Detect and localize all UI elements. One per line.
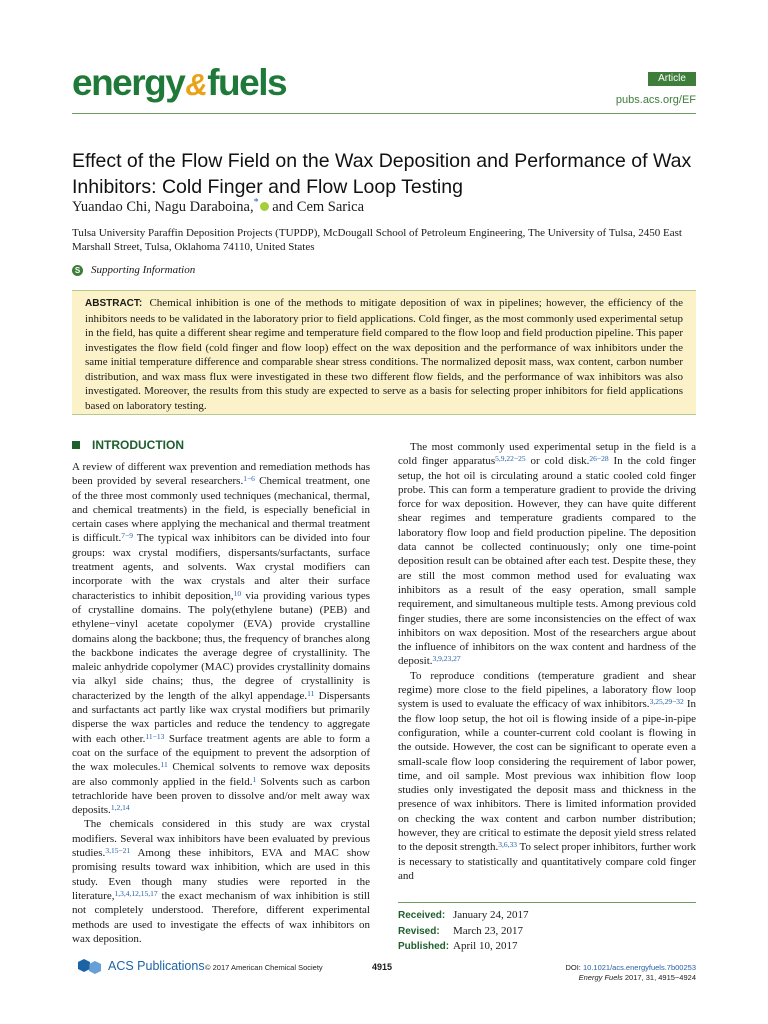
citation-ref[interactable]: 3,6,33 [498, 840, 517, 850]
dates-divider [398, 902, 696, 903]
section-heading-introduction [72, 438, 184, 452]
supporting-info-label: Supporting Information [91, 264, 196, 276]
citation-ref[interactable]: 7−9 [121, 531, 134, 541]
supporting-info-link[interactable] [72, 264, 195, 276]
paper-title: Effect of the Flow Field on the Wax Deposition and Performance of Wax Inhibitors: Cold Finger and Flow Loop Testing [72, 150, 692, 198]
citation-ref[interactable]: 5,9,22−25 [495, 454, 526, 464]
abstract-heading: ABSTRACT: [85, 298, 143, 309]
citation-ref[interactable]: 3,15−21 [105, 846, 131, 856]
authors-first: Yuandao Chi, Nagu Daraboina, [72, 199, 254, 215]
journal-url-link[interactable]: pubs.acs.org/EF [615, 94, 696, 106]
doi-line: DOI: 10.1021/acs.energyfuels.7b00253 [565, 963, 696, 972]
page-number: 4915 [372, 962, 393, 972]
citation-ref[interactable]: 11 [160, 760, 168, 770]
doi-block [565, 963, 696, 983]
acs-hexagon-icon [76, 958, 104, 974]
citation-ref[interactable]: 3,25,29−32 [649, 697, 684, 707]
revised-date-row: Revised: March 23, 2017 [398, 924, 523, 937]
citation-ref[interactable]: 11 [307, 688, 315, 698]
citation-ref[interactable]: 11−13 [145, 731, 165, 741]
citation-ref[interactable]: 3,9,23,27 [432, 654, 461, 664]
abstract-body: Chemical inhibition is one of the methods to mitigate deposition of wax in pipelines; however, the efficiency of the inhibitors needs to be validated in the laboratory prior to field applications. Cold finger, as the most commonly used experimental setup in the field, has quite a different shear regime and temperature field compared to the flow loop and field production pipeline. This paper investigates the flow field (cold finger and flow loop) effect on the wax deposition and the performance of wax inhibitors under the same initial temperature difference and comparable shear stress conditions. The normalized deposit mass, wax content, carbon number distribution, and wax mass flux were investigated in these two different flow fields, and the performance of wax inhibitors was also investigated. Moreover, the results from this study are expected to serve as a basis for selecting proper inhibitors for field applications based on laboratory testing. [85, 297, 683, 412]
copyright: © 2017 American Chemical Society [205, 963, 323, 972]
published-date-row: Published: April 10, 2017 [398, 940, 518, 952]
affiliation: Tulsa University Paraffin Deposition Projects (TUPDP), McDougall School of Petroleum Engineering, The University of Tulsa, 2450 East Marshall Street, Tulsa, Oklahoma 74110, United States [72, 227, 682, 253]
received-date-row: Received: January 24, 2017 [398, 909, 529, 921]
orcid-icon[interactable] [260, 202, 269, 211]
header-divider [72, 113, 696, 114]
citation-ref[interactable]: 1−6 [243, 474, 255, 484]
journal-logo[interactable]: energy&fuels [72, 62, 287, 103]
abstract [85, 296, 683, 413]
article-type-badge: Article [648, 72, 696, 86]
acs-publications-logo[interactable] [76, 958, 205, 974]
supporting-info-icon: S [72, 265, 83, 276]
citation-ref[interactable]: 1,3,4,12,15,17 [114, 888, 158, 898]
doi-link[interactable]: 10.1021/acs.energyfuels.7b00253 [582, 963, 696, 972]
section-heading-label: INTRODUCTION [92, 438, 184, 452]
section-square-icon [72, 441, 80, 449]
authors-last: and Cem Sarica [272, 199, 365, 215]
author-list [72, 199, 364, 216]
intro-paragraph-3: The most commonly used experimental setup in the field is a cold finger apparatus$^{5,9,22-25}$ or cold disk.$^{26-28}$ In the cold finger setup, the hot oil is circulating around a static cooled cold finger probe. This can form a temperature gradient to provide the driving force for wax deposition. However, they can have quite different shear regimes and temperature gradients compared to the laboratory flow loop and field production pipeline. The deposition data cannot be collected continuously; only one time-point deposition result can be obtained after each test. Despite these, they are still the most common method used for evaluating wax inhibitors as a result of the easy operation, small sample requirement, and simultaneous multiple tests. Among previous cold finger studies, there are some inconsistencies on the effect of wax inhibitors on wax deposition. Most of the researchers argue about the influence of inhibitors on the wax content and hardness of the deposit.$^{3,9,23,27}$ [398, 441, 696, 668]
intro-paragraph-4: To reproduce conditions (temperature gradient and shear regime) more close to the field pipelines, a laboratory flow loop system is used to evaluate the efficacy of wax inhibitors.$^{3,25,29-32}$ In the flow loop setup, the hot oil is flowing inside of a pipe-in-pipe configuration, while a counter-current cold coolant is flowing in the outside. However, the cost can be significant to operate even a small-scale flow loop considering the requirement of labor power, time, and oil sample. Most previous wax inhibition flow loop studies only investigated the deposit mass and thickness in the presence of wax inhibitors. There is limited information provided on checking the wax content and carbon number distribution; however, they are critical to estimate the deposit yield stress related to the deposit strength.$^{3,6,33}$ To select proper inhibitors, further work is necessary to statistically and quantitatively compare cold finger and [398, 669, 696, 882]
citation-line: Energy Fuels 2017, 31, 4915−4924 [578, 973, 696, 982]
citation-ref[interactable]: 10 [233, 588, 242, 598]
publication-dates [398, 908, 528, 955]
citation-ref[interactable]: 1,2,14 [110, 803, 130, 813]
left-column [72, 460, 370, 946]
publisher-name: ACS Publications [108, 959, 205, 973]
corresponding-author-mark[interactable]: * [253, 197, 259, 208]
intro-paragraph-2: The chemicals considered in this study are wax crystal modifiers. Several wax inhibitors have been evaluated by previous studies.$^{3,15-21}$ Among these inhibitors, EVA and MAC show promising results toward wax inhibition, which are used in this study. Even though many studies were reported in the literature,$^{1,3,4,12,15,17}$ the exact mechanism of wax inhibition is still not completely understood. Therefore, different experimental methods are used to investigate the effects of wax inhibitors on wax deposition. [72, 818, 370, 945]
intro-paragraph-1: A review of different wax prevention and remediation methods has been provided by several researchers.$^{1-6}$ Chemical treatment, one of the three most commonly used techniques (mechanical, thermal, and chemical treatments) in the field, is especially beneficial in certain cases where applying the mechanical and thermal treatment is difficult.$^{7-9}$ The typical wax inhibitors can be divided into four groups: wax crystal modifiers, dispersants/surfactants, surface treatment agents, and solvents. Wax crystal modifiers can incorporate with the wax crystals and alter their surface characteristics to inhibit deposition,$^{10}$ via providing various types of crystalline domains. The poly(ethylene butane) (PEB) and ethylene−vinyl acetate copolymer (EVA) provide crystalline domains along the backbone; thus, the frequency of branches along the backbone indicates the average degree of crystallinity. The maleic anhydride copolymer (MAC) provides crystallinity domains via alkyl side chains; thus, the degree of crystallinity is characterized by the length of the alkyl appendage.$^{11}$ Dispersants and surfactants act partly like wax crystal modifiers but primarily disperse the wax particles and reduce the tendency to aggregate with each other.$^{11-13}$ Surface treatment agents are able to form a coat on the surface of the equipment to prevent the adsorption of the wax molecules.$^{11}$ Chemical solvents to remove wax deposits are also commonly applied in the field.$^1$ Solvents such as carbon tetrachloride have been proven to dissolve and/or melt away wax deposits.$^{1,2,14}$ [72, 461, 371, 817]
citation-ref[interactable]: 26−28 [589, 454, 609, 464]
citation-ref[interactable]: 1 [252, 774, 257, 784]
right-column [398, 440, 696, 883]
